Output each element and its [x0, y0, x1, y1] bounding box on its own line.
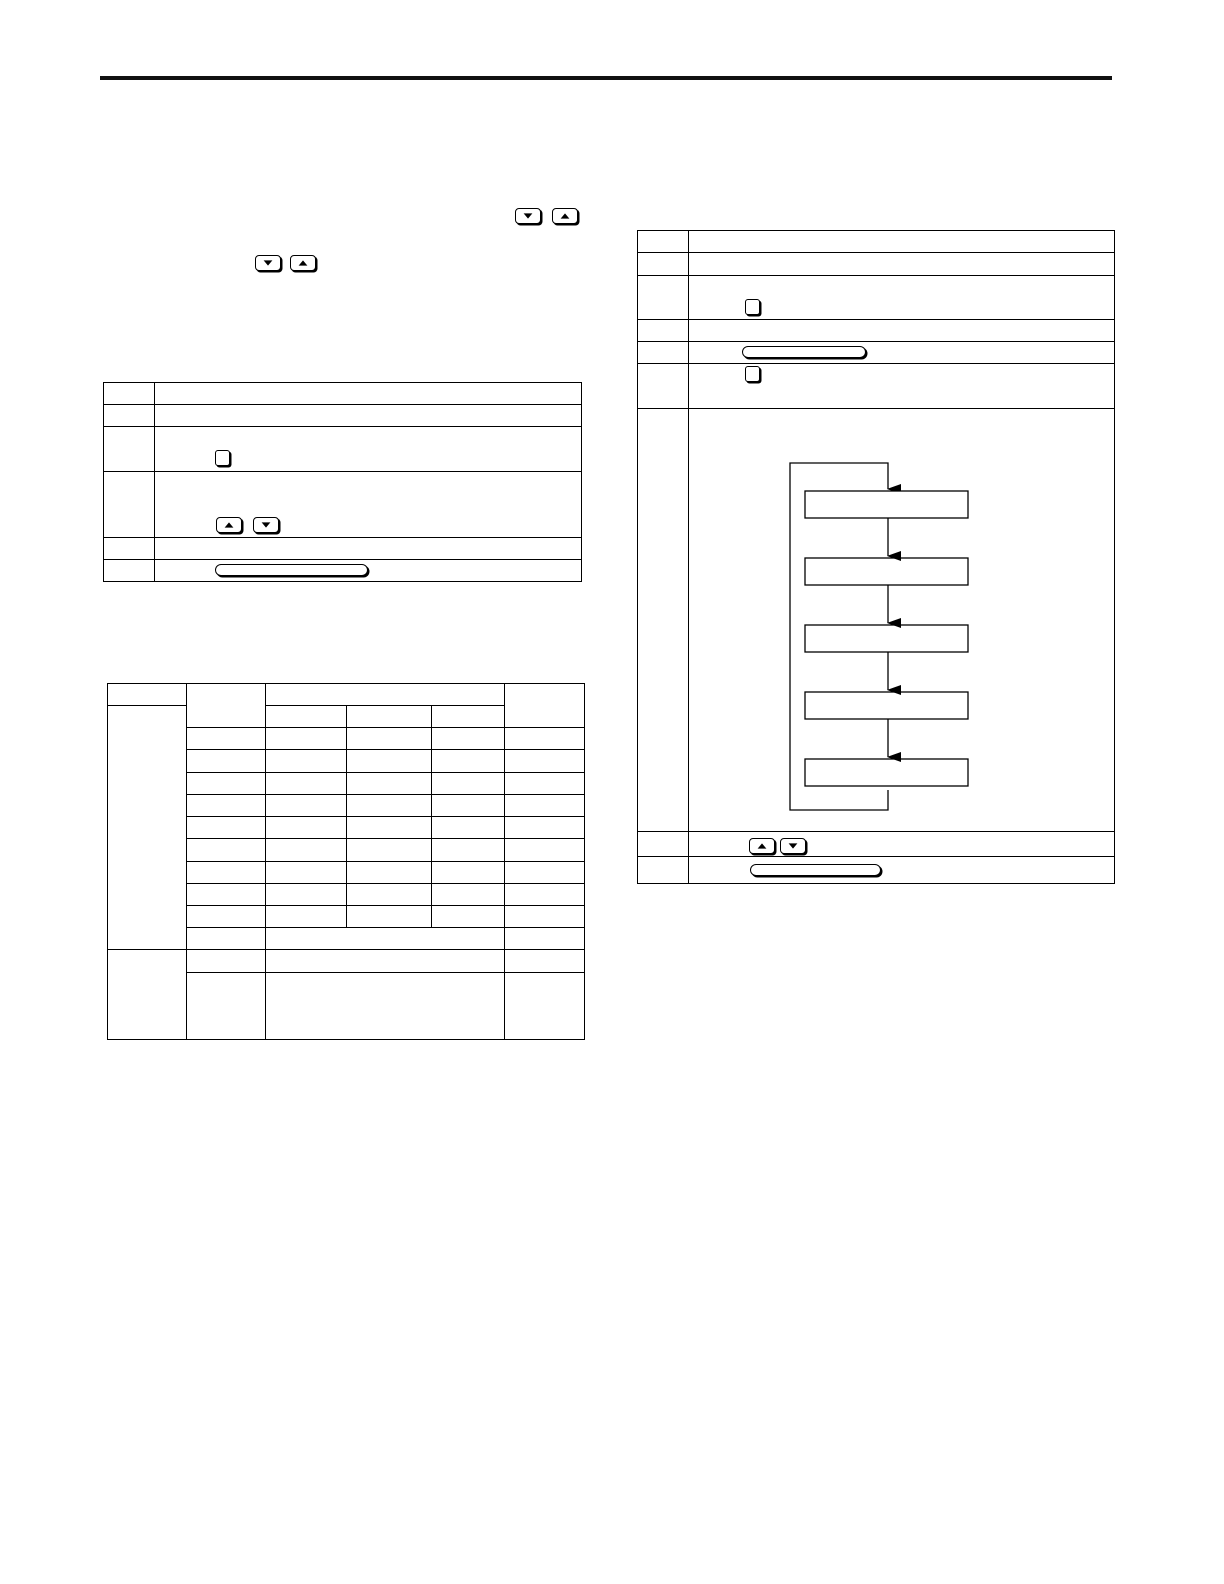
flowchart-box — [805, 625, 968, 652]
left-steps-table — [103, 382, 582, 582]
table-divider — [637, 408, 1115, 409]
table-divider — [637, 363, 1115, 364]
pill-key-icon — [215, 564, 368, 576]
table-divider — [186, 772, 585, 773]
pill-key-icon — [742, 346, 866, 358]
table-divider — [265, 705, 504, 706]
table-divider — [186, 816, 585, 817]
down-arrow-key-icon — [515, 208, 541, 224]
up-arrow-key-icon — [749, 838, 775, 854]
down-arrow-key-icon — [255, 255, 281, 271]
table-divider — [186, 905, 585, 906]
table-row — [104, 427, 582, 472]
table-divider — [637, 856, 1115, 857]
square-key-icon — [215, 450, 230, 466]
table-divider — [186, 972, 585, 973]
flowchart-box — [805, 759, 968, 786]
table-divider — [637, 252, 1115, 253]
table-divider — [186, 838, 585, 839]
flowchart — [780, 455, 980, 815]
table-divider — [637, 341, 1115, 342]
table-divider — [186, 861, 585, 862]
square-key-icon — [745, 299, 760, 315]
table-row — [104, 472, 582, 538]
up-arrow-key-icon — [216, 517, 242, 533]
table-row — [104, 405, 582, 427]
pill-key-icon — [750, 864, 881, 876]
table-divider — [107, 705, 186, 706]
table-divider — [186, 883, 585, 884]
table-divider — [637, 275, 1115, 276]
table-divider — [186, 927, 585, 928]
up-arrow-key-icon — [552, 208, 578, 224]
up-arrow-key-icon — [290, 255, 316, 271]
flowchart-box — [805, 692, 968, 719]
down-arrow-key-icon — [780, 838, 806, 854]
header-rule — [100, 76, 1112, 80]
flowchart-box — [805, 558, 968, 585]
square-key-icon — [745, 366, 760, 382]
table-divider — [186, 749, 585, 750]
flowchart-box — [805, 491, 968, 518]
table-divider — [186, 727, 585, 728]
table-divider — [637, 319, 1115, 320]
table-divider — [186, 794, 585, 795]
table-divider — [688, 230, 689, 884]
down-arrow-key-icon — [253, 517, 279, 533]
table-divider — [107, 949, 585, 950]
table-row — [104, 383, 582, 405]
table-row — [104, 538, 582, 560]
table-divider — [637, 831, 1115, 832]
